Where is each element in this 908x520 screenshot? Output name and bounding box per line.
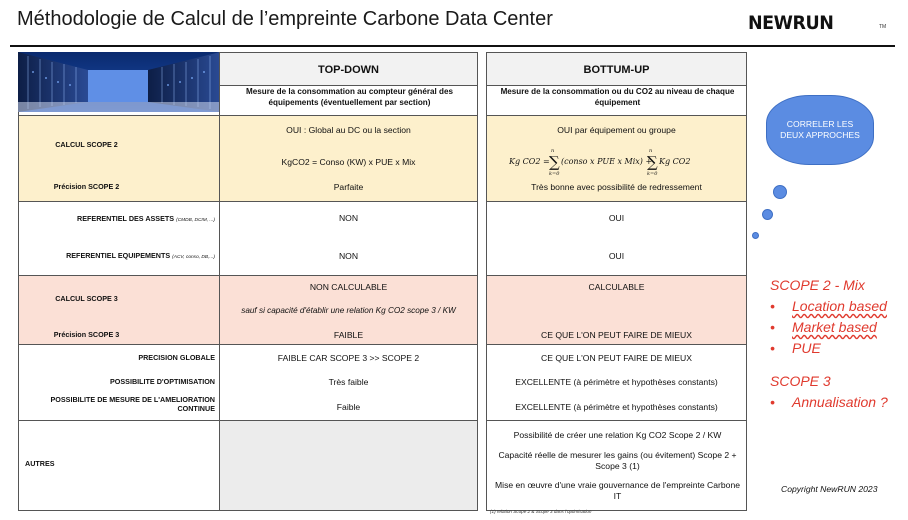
footnote: (1) relation Scope 2 & Scope 3 dans l'optimisation: [490, 509, 592, 514]
formula-sigma-1-top: n: [551, 148, 555, 154]
label-autres: AUTRES: [25, 459, 55, 468]
topdown-column: [219, 52, 478, 511]
scope3-title: SCOPE 3: [770, 373, 831, 389]
bottomup-calcul-scope2-line1: OUI par équipement ou groupe: [557, 125, 676, 135]
topdown-title: TOP-DOWN: [318, 64, 379, 76]
scope2-item-location: • Location based: [770, 298, 887, 314]
label-precision-globale: PRECISION GLOBALE: [138, 353, 215, 362]
logo-text: NEWRUN: [748, 12, 834, 34]
logo-trademark: TM: [879, 24, 887, 30]
bottomup-column: [486, 52, 747, 511]
topdown-calcul-scope3-line1: NON CALCULABLE: [309, 282, 388, 292]
scope2-mix-title: SCOPE 2 - Mix: [770, 277, 865, 293]
formula-lhs: Kg CO2 =: [509, 157, 550, 166]
callout-text: CORRELER LES DEUX APPROCHES: [780, 118, 860, 140]
datacenter-image: [18, 52, 220, 112]
labels-column: [18, 52, 220, 511]
bottomup-subtitle: Mesure de la consommation ou du CO2 au niveau de chaque équipement: [500, 87, 735, 107]
bottomup-ref-assets: OUI: [608, 213, 625, 223]
bottomup-optimisation: EXCELLENTE (à périmètre et hypothèses constants): [515, 377, 718, 387]
topdown-calcul-scope2-line2: KgCO2 = Conso (KW) x PUE x Mix: [281, 157, 416, 167]
topdown-precision-globale: FAIBLE CAR SCOPE 3 >> SCOPE 2: [277, 353, 420, 363]
label-precision-scope2: Précision SCOPE 2: [53, 182, 120, 191]
datacenter-illustration: [18, 52, 220, 112]
bottomup-autres-1: Possibilité de créer une relation Kg CO2 Scope 2 / KW: [513, 430, 722, 440]
label-ref-assets: REFERENTIEL DES ASSETS (CMDB, DCIM, ...): [77, 214, 215, 223]
topdown-amelioration: Faible: [336, 402, 361, 412]
formula-sigma-2-bottom: k=0: [647, 171, 658, 177]
correlate-callout: [766, 95, 874, 165]
topdown-ref-assets: NON: [338, 213, 359, 223]
bottomup-precision-scope2: Très bonne avec possibilité de redressement: [531, 182, 702, 192]
scope2-item-market: • Market based: [770, 319, 877, 335]
newrun-logo: [748, 12, 898, 34]
label-calcul-scope3: CALCUL SCOPE 3: [55, 294, 118, 303]
bottomup-formula: [509, 145, 729, 177]
bottomup-calcul-scope3: CALCULABLE: [588, 282, 645, 292]
callout-dot-medium: [762, 209, 773, 220]
topdown-precision-scope3: FAIBLE: [333, 330, 364, 340]
label-amelioration: POSSIBILITE DE MESURE DE L'AMELIORATION CONTINUE: [50, 395, 215, 413]
formula-term-1: (conso x PUE x Mix) +: [561, 157, 653, 166]
title-divider: [10, 45, 895, 47]
topdown-calcul-scope2-line1: OUI : Global au DC ou la section: [286, 125, 411, 135]
label-optimisation: POSSIBILITE D'OPTIMISATION: [109, 377, 215, 386]
bottomup-precision-scope3: CE QUE L'ON PEUT FAIRE DE MIEUX: [541, 330, 692, 340]
topdown-optimisation: Très faible: [328, 377, 369, 387]
scope2-item-pue: • PUE: [770, 340, 821, 356]
bottomup-title: BOTTUM-UP: [583, 64, 650, 76]
topdown-precision-scope2: Parfaite: [333, 182, 364, 192]
formula-sigma-2: ∑: [647, 153, 658, 171]
topdown-ref-equipements: NON: [338, 251, 359, 261]
formula-sigma-1: ∑: [549, 153, 560, 171]
topdown-calcul-scope3-line2: sauf si capacité d'établir une relation Kg CO2 scope 3 / KW: [241, 306, 456, 315]
bottomup-precision-globale: CE QUE L'ON PEUT FAIRE DE MIEUX: [541, 353, 692, 363]
formula-sigma-1-bottom: k=0: [549, 171, 560, 177]
topdown-subtitle: Mesure de la consommation au compteur général des équipements (éventuellement par section): [246, 87, 453, 107]
bottomup-autres-2: Capacité réelle de mesurer les gains (ou évitement) Scope 2 + Scope 3 (1): [498, 450, 737, 472]
bottomup-amelioration: EXCELLENTE (à périmètre et hypothèses constants): [515, 402, 718, 412]
formula-term-2: Kg CO2: [659, 157, 691, 166]
label-calcul-scope2: CALCUL SCOPE 2: [55, 140, 118, 149]
formula-sigma-2-top: n: [649, 148, 653, 154]
label-ref-equipements: REFERENTIEL EQUIPEMENTS (ACV, conso, DB,...): [66, 251, 215, 260]
copyright: Copyright NewRUN 2023: [781, 484, 878, 494]
label-precision-scope3: Précision SCOPE 3: [53, 330, 120, 339]
bottomup-autres-3: Mise en œuvre d'une vraie gouvernance de l'empreinte Carbone IT: [495, 480, 740, 502]
callout-dot-large: [773, 185, 787, 199]
bottomup-ref-equipements: OUI: [608, 251, 625, 261]
scope3-item-annualisation: • Annualisation ?: [770, 394, 888, 410]
callout-dot-small: [752, 232, 759, 239]
page-title: Méthodologie de Calcul de l’empreinte Carbone Data Center: [17, 8, 553, 30]
